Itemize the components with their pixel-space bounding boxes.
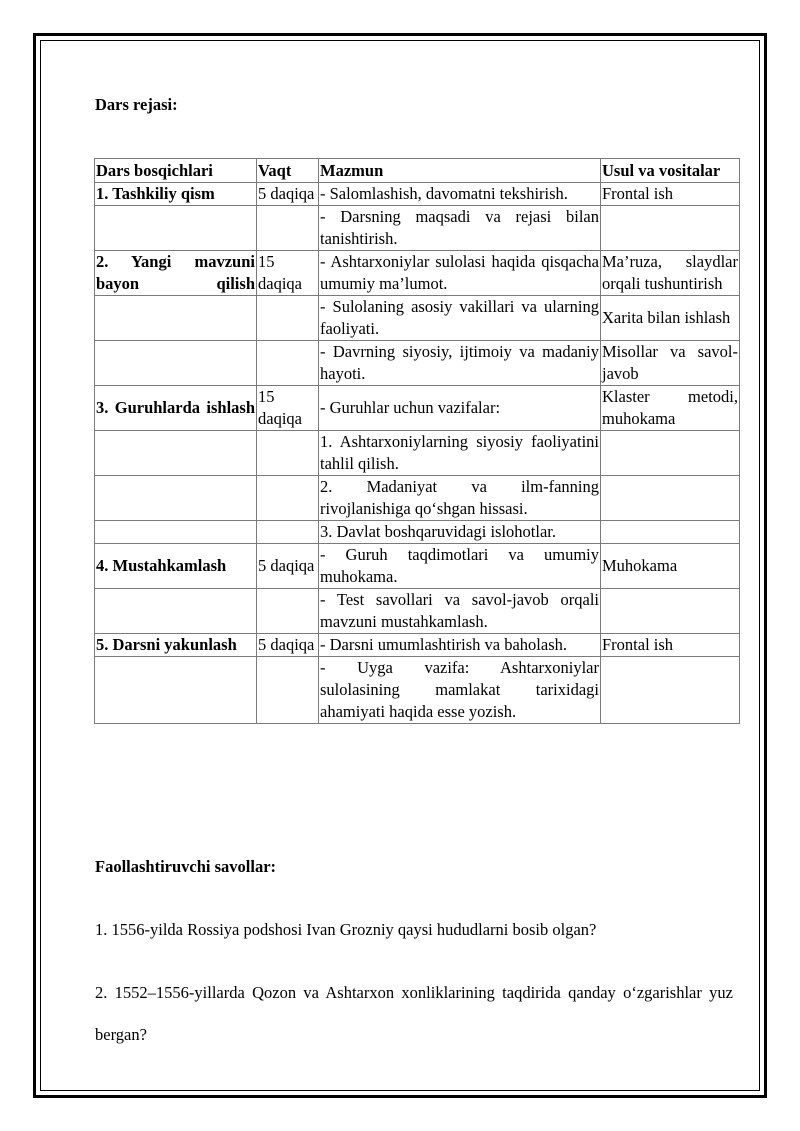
method-cell: Frontal ish [601,183,740,206]
time-cell: 15 daqiqa [257,386,319,431]
table-row [95,386,740,431]
content-cell: - Guruhlar uchun vazifalar: [319,386,601,431]
table-row [95,634,740,657]
method-cell: Muhokama [601,544,740,589]
column-header-content: Mazmun [319,159,601,183]
stage-cell [95,341,257,386]
column-header-time: Vaqt [257,159,319,183]
time-cell: 15 daqiqa [257,251,319,296]
content-cell: - Uyga vazifa: Ashtarxoniylar sulolasining mamlakat tarixidagi ahamiyati haqida esse yozish. [319,657,601,724]
question-item: 1. 1556-yilda Rossiya podshosi Ivan Grozniy qaysi hududlarni bosib olgan? [95,920,597,939]
content-cell: - Test savollari va savol-javob orqali mavzuni mustahkamlash. [319,589,601,634]
table-row [95,341,740,386]
table-row [95,589,740,634]
lesson-plan-heading: Dars rejasi: [95,95,178,114]
content-cell: 1. Ashtarxoniylarning siyosiy faoliyatini tahlil qilish. [319,431,601,476]
time-cell: 5 daqiqa [257,634,319,657]
table-row [95,476,740,521]
method-cell [601,206,740,251]
stage-cell [95,521,257,544]
table-row [95,183,740,206]
method-cell: Frontal ish [601,634,740,657]
stage-cell: 2. Yangi mavzuni bayon qilish [95,251,257,296]
question-item: 2. 1552–1556-yillarda Qozon va Ashtarxon xonliklarining taqdirida qanday o‘zgarishlar yuz bergan? [95,983,733,1044]
method-cell [601,431,740,476]
activating-questions-heading: Faollashtiruvchi savollar: [95,857,277,876]
stage-cell: 3. Guruhlarda ishlash [95,386,257,431]
method-cell: Xarita bilan ishlash [601,296,740,341]
column-header-methods: Usul va vositalar [601,159,740,183]
method-cell: Klaster metodi, muhokama [601,386,740,431]
table-row [95,296,740,341]
stage-cell: 1. Tashkiliy qism [95,183,257,206]
column-header-stages: Dars bosqichlari [95,159,257,183]
time-cell: 5 daqiqa [257,183,319,206]
table-row [95,521,740,544]
content-cell: - Darsning maqsadi va rejasi bilan tanishtirish. [319,206,601,251]
time-cell [257,341,319,386]
time-cell [257,589,319,634]
stage-cell [95,296,257,341]
stage-cell: 4. Mustahkamlash [95,544,257,589]
time-cell [257,476,319,521]
method-cell [601,589,740,634]
method-cell [601,476,740,521]
table-row [95,206,740,251]
method-cell [601,521,740,544]
table-header-row [95,159,740,183]
content-cell: - Ashtarxoniylar sulolasi haqida qisqacha umumiy ma’lumot. [319,251,601,296]
table-row [95,431,740,476]
time-cell [257,521,319,544]
stage-cell [95,431,257,476]
content-cell: - Davrning siyosiy, ijtimoiy va madaniy hayoti. [319,341,601,386]
table-row [95,657,740,724]
time-cell [257,431,319,476]
stage-cell [95,589,257,634]
time-cell: 5 daqiqa [257,544,319,589]
method-cell: Ma’ruza, slaydlar orqali tushuntirish [601,251,740,296]
content-cell: - Salomlashish, davomatni tekshirish. [319,183,601,206]
stage-cell [95,657,257,724]
time-cell [257,657,319,724]
content-cell: 2. Madaniyat va ilm-fanning rivojlanishiga qo‘shgan hissasi. [319,476,601,521]
stage-cell: 5. Darsni yakunlash [95,634,257,657]
method-cell: Misollar va savol-javob [601,341,740,386]
content-cell: - Guruh taqdimotlari va umumiy muhokama. [319,544,601,589]
time-cell [257,206,319,251]
content-cell: - Sulolaning asosiy vakillari va ularning faoliyati. [319,296,601,341]
stage-cell [95,476,257,521]
time-cell [257,296,319,341]
stage-cell [95,206,257,251]
method-cell [601,657,740,724]
content-cell: 3. Davlat boshqaruvidagi islohotlar. [319,521,601,544]
table-row [95,251,740,296]
lesson-plan-table [94,158,740,724]
table-row [95,544,740,589]
content-cell: - Darsni umumlashtirish va baholash. [319,634,601,657]
